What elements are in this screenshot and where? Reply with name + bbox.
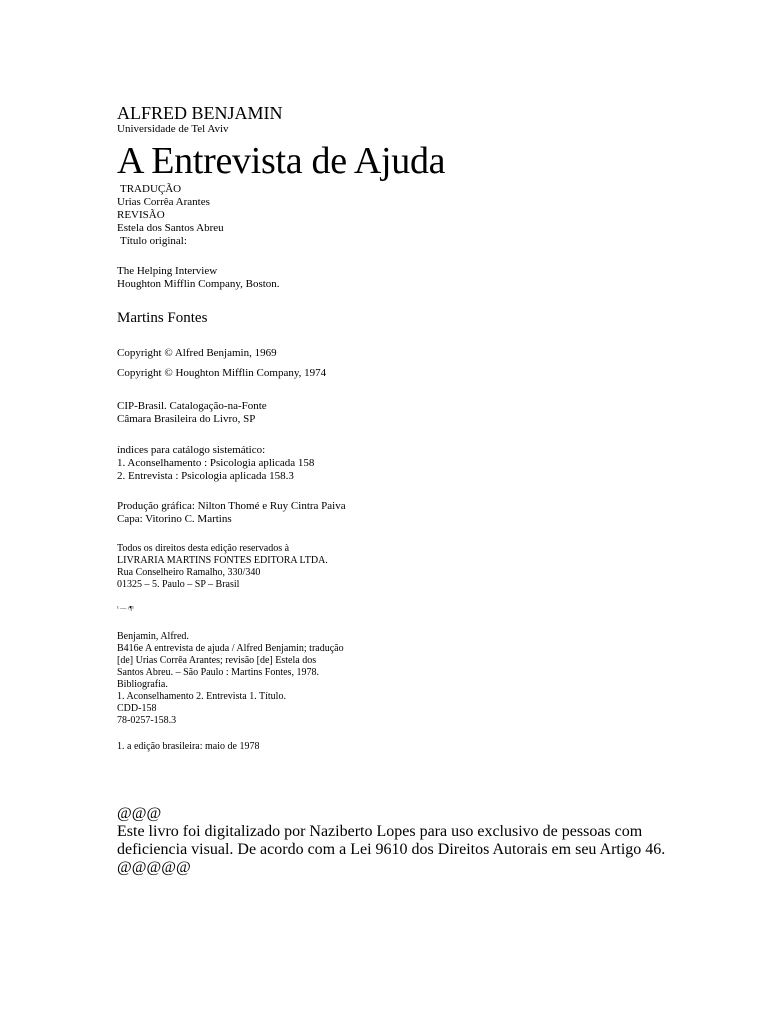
cip-line-2: Câmara Brasileira do Livro, SP: [117, 413, 256, 425]
catalog-line-3: [de] Urias Corrêa Arantes; revisão [de] Estela dos: [117, 655, 317, 666]
rights-line-2: LIVRARIA MARTINS FONTES EDITORA LTDA.: [117, 555, 328, 566]
author-affiliation: Universidade de Tel Aviv: [117, 123, 229, 135]
indices-item-1: 1. Aconselhamento : Psicologia aplicada 158: [117, 457, 315, 469]
rights-line-3: Rua Conselheiro Ramalho, 330/340: [117, 567, 261, 578]
catalog-line-2: B416e A entrevista de ajuda / Alfred Benjamin; tradução: [117, 643, 344, 654]
original-title-label: Título original:: [120, 235, 187, 247]
catalog-line-7: CDD-158: [117, 703, 157, 714]
digitization-marker-start: @@@: [117, 805, 162, 822]
original-title: The Helping Interview: [117, 265, 218, 277]
digitization-line-1: Este livro foi digitalizado por Naziberto Lopes para uso exclusivo de pessoas com: [117, 823, 643, 840]
rights-line-4: 01325 – 5. Paulo – SP – Brasil: [117, 579, 240, 590]
cip-line-1: CIP-Brasil. Catalogação-na-Fonte: [117, 400, 267, 412]
indices-item-2: 2. Entrevista : Psicologia aplicada 158.3: [117, 470, 294, 482]
author-name: ALFRED BENJAMIN: [117, 103, 283, 123]
digitization-line-2: deficiencia visual. De acordo com a Lei 9610 dos Direitos Autorais em seu Artigo 46.: [117, 841, 666, 858]
small-mark: ¹ — /¶¹: [117, 606, 134, 612]
copyright-line-2: Copyright © Houghton Mifflin Company, 1974: [117, 367, 327, 379]
catalog-line-4: Santos Abreu. – São Paulo : Martins Fontes, 1978.: [117, 667, 319, 678]
translation-label: TRADUÇÃO: [120, 183, 182, 195]
translator-name: Urias Corrêa Arantes: [117, 196, 210, 208]
book-title: A Entrevista de Ajuda: [117, 140, 446, 182]
digitization-marker-end: @@@@@: [117, 859, 191, 876]
reviser-name: Estela dos Santos Abreu: [117, 222, 224, 234]
original-publisher: Houghton Mifflin Company, Boston.: [117, 278, 280, 290]
copyright-line-1: Copyright © Alfred Benjamin, 1969: [117, 347, 277, 359]
production-cover: Capa: Vitorino C. Martins: [117, 513, 232, 525]
catalog-line-1: Benjamin, Alfred.: [117, 631, 189, 642]
revision-label: REVISÃO: [117, 209, 165, 221]
publisher-name: Martins Fontes: [117, 310, 208, 326]
edition-note: 1. a edição brasileira: maio de 1978: [117, 741, 260, 752]
catalog-line-5: Bibliografia.: [117, 679, 168, 690]
catalog-line-8: 78-0257-158.3: [117, 715, 177, 726]
catalog-line-6: 1. Aconselhamento 2. Entrevista 1. Título.: [117, 691, 286, 702]
production-graphic: Produção gráfica: Nilton Thomé e Ruy Cintra Paiva: [117, 500, 346, 512]
rights-line-1: Todos os direitos desta edição reservados à: [117, 543, 290, 554]
indices-heading: índices para catálogo sistemático:: [117, 444, 266, 456]
